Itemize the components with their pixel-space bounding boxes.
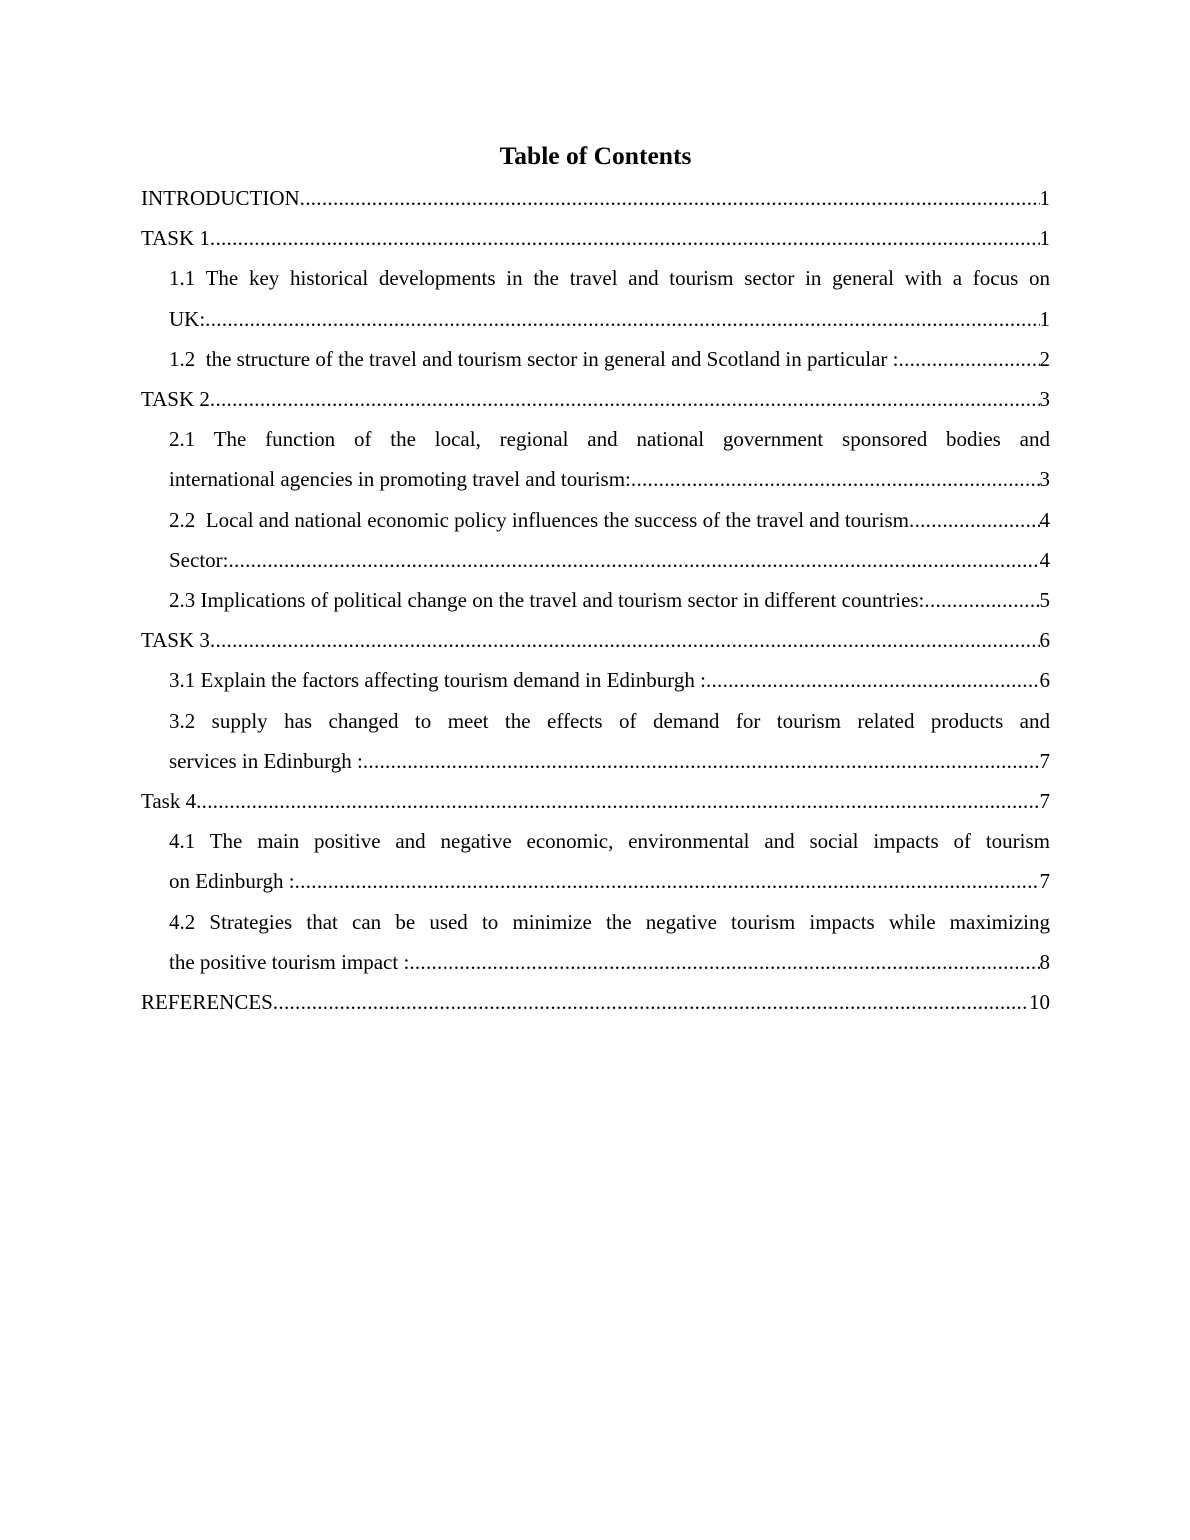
toc-page-number: 4 <box>1039 507 1050 532</box>
toc-entry-line <box>169 339 1050 379</box>
toc-entry-line <box>169 459 1050 499</box>
toc-page-number: 10 <box>1029 990 1050 1015</box>
toc-page-number: 3 <box>1039 467 1050 492</box>
toc-entry-first-line: 4.1 The main positive and negative economic, environmental and social impacts of tourism <box>169 829 1050 854</box>
toc-entry[interactable] <box>141 580 1050 620</box>
toc-entry[interactable] <box>141 902 1050 982</box>
toc-entry-text: the positive tourism impact : <box>169 949 410 974</box>
toc-entry-text: TASK 3 <box>141 628 210 653</box>
toc-dot-leader <box>228 540 1039 580</box>
toc-entry-line <box>141 781 1050 821</box>
toc-dot-leader <box>300 178 1040 218</box>
toc-entry-text: UK: <box>169 306 206 331</box>
toc-dot-leader <box>409 942 1039 982</box>
toc-page-number: 1 <box>1039 226 1050 251</box>
toc-page-number: 8 <box>1039 949 1050 974</box>
toc-dot-leader <box>210 218 1040 258</box>
toc-page-number: 6 <box>1039 628 1050 653</box>
toc-entry-first-line: 3.2 supply has changed to meet the effects of demand for tourism related products and <box>169 708 1050 733</box>
toc-dot-leader <box>363 741 1040 781</box>
toc-entry-text: Sector: <box>169 547 229 572</box>
toc-entry-line <box>141 982 1050 1022</box>
toc-entry[interactable] <box>141 339 1050 379</box>
toc-entry[interactable] <box>141 620 1050 660</box>
toc-entry-text: REFERENCES <box>141 990 273 1015</box>
toc-entry[interactable] <box>141 419 1050 499</box>
toc-dot-leader <box>924 580 1039 620</box>
toc-page-number: 4 <box>1039 547 1050 572</box>
toc-entry-text: on Edinburgh : <box>169 869 295 894</box>
toc-entry-text: 2.3 Implications of political change on the travel and tourism sector in different countries: <box>169 588 925 613</box>
toc-entry-line <box>169 299 1050 339</box>
toc-entry[interactable] <box>141 821 1050 901</box>
toc-entry-line <box>141 178 1050 218</box>
toc-page-number: 6 <box>1039 668 1050 693</box>
toc-entry[interactable] <box>141 540 1050 580</box>
toc-entry-line <box>169 861 1050 901</box>
toc-entry-text: TASK 2 <box>141 387 210 412</box>
toc-dot-leader <box>295 861 1040 901</box>
toc-dot-leader <box>273 982 1029 1022</box>
toc-list <box>141 178 1050 1022</box>
toc-dot-leader <box>909 500 1039 540</box>
toc-entry-line <box>141 620 1050 660</box>
toc-page-number: 5 <box>1039 588 1050 613</box>
toc-title: Table of Contents <box>499 141 692 170</box>
toc-page-number: 2 <box>1039 346 1050 371</box>
toc-entry-line <box>141 379 1050 419</box>
toc-page-number: 7 <box>1039 748 1050 773</box>
toc-entry-first-line: 1.1 The key historical developments in the travel and tourism sector in general with a focus on <box>169 266 1050 291</box>
toc-page-number: 7 <box>1039 789 1050 814</box>
toc-dot-leader <box>899 339 1040 379</box>
toc-entry[interactable] <box>141 379 1050 419</box>
toc-entry-text: 2.2 Local and national economic policy influences the success of the travel and tourism <box>169 507 910 532</box>
toc-entry[interactable] <box>141 781 1050 821</box>
toc-entry-line <box>141 218 1050 258</box>
toc-entry-text: TASK 1 <box>141 226 210 251</box>
toc-entry-text: international agencies in promoting travel and tourism: <box>169 467 631 492</box>
toc-dot-leader <box>210 379 1040 419</box>
toc-entry-text: services in Edinburgh : <box>169 748 363 773</box>
toc-entry-text: 3.1 Explain the factors affecting tourism demand in Edinburgh : <box>169 668 706 693</box>
toc-entry-line <box>169 741 1050 781</box>
toc-entry-line <box>169 942 1050 982</box>
toc-entry-line <box>169 660 1050 700</box>
toc-entry-first-line: 4.2 Strategies that can be used to minimize the negative tourism impacts while maximizing <box>169 909 1050 934</box>
toc-entry-line <box>169 500 1050 540</box>
toc-dot-leader <box>196 781 1039 821</box>
toc-page-number: 1 <box>1039 186 1050 210</box>
toc-entry[interactable] <box>141 218 1050 258</box>
document-page <box>141 138 1050 1022</box>
toc-entry[interactable] <box>141 982 1050 1022</box>
toc-entry-text: Task 4 <box>141 789 197 814</box>
toc-page-number: 1 <box>1039 306 1050 331</box>
toc-entry-line <box>169 540 1050 580</box>
toc-page-number: 7 <box>1039 869 1050 894</box>
toc-entry-text: INTRODUCTION <box>141 186 300 210</box>
toc-dot-leader <box>706 660 1040 700</box>
toc-entry-first-line: 2.1 The function of the local, regional and national government sponsored bodies and <box>169 427 1050 452</box>
toc-dot-leader <box>210 620 1040 660</box>
toc-page-number: 3 <box>1039 387 1050 412</box>
toc-entry[interactable] <box>141 660 1050 700</box>
toc-dot-leader <box>631 459 1040 499</box>
toc-entry-text: 1.2 the structure of the travel and tourism sector in general and Scotland in particular : <box>169 346 899 371</box>
toc-entry[interactable] <box>141 178 1050 218</box>
toc-entry[interactable] <box>141 701 1050 781</box>
toc-entry[interactable] <box>141 500 1050 540</box>
toc-entry[interactable] <box>141 258 1050 338</box>
toc-entry-line <box>169 580 1050 620</box>
toc-dot-leader <box>205 299 1039 339</box>
